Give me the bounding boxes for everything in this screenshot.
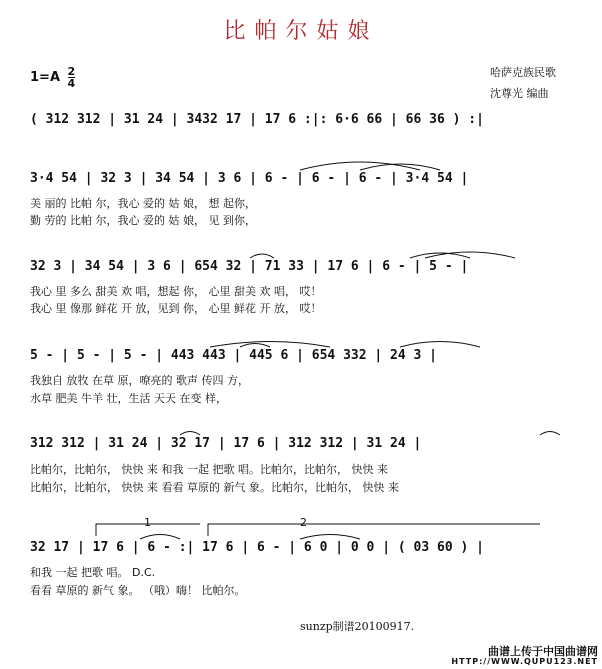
system-4-notes: 5 - | 5 - | 5 - | 443 443 | 445 6 | 654 332 | 24 3 | — [30, 348, 437, 363]
system-4-lyric-1: 我独自 放牧 在草 原，嘹亮的 歌声 传四 方， — [30, 374, 249, 387]
site-footer-url: HTTP://WWW.QUPU123.NET — [451, 657, 598, 666]
transcriber-credit: sunzp制谱20100917. — [300, 620, 415, 633]
system-6-lyric-2: 看看 草原的 新气 象。 （哦）嗨！ 比帕尔。 — [30, 584, 246, 597]
system-3-notes: 32 3 | 34 54 | 3 6 | 654 32 | 71 33 | 17 6 | 6 - | 5 - | — [30, 259, 469, 274]
system-4-lyric-2: 水草 肥美 牛羊 壮，生活 天天 在变 样， — [30, 392, 227, 405]
song-title: 比帕尔姑娘 — [223, 19, 379, 44]
arranger-label: 沈尊光 编曲 — [490, 87, 549, 100]
system-2-lyric-1: 美 丽的 比帕 尔，我心 爱的 姑 娘， 想 起你， — [30, 197, 256, 210]
volta-second-label: 2 — [300, 516, 307, 529]
system-6-notes: 32 17 | 17 6 | 6 - :| 17 6 | 6 - | 6 0 | 0 0 | ( 03 60 ) | — [30, 540, 484, 555]
time-bottom: 4 — [67, 77, 76, 90]
system-5-lyric-2: 比帕尔，比帕尔， 快快 来 看看 草原的 新气 象。比帕尔，比帕尔， 快快 来 — [30, 481, 399, 494]
system-5-notes: 312 312 | 31 24 | 32 17 | 17 6 | 312 312 | 31 24 | — [30, 436, 422, 451]
system-1-notes: ( 312 312 | 31 24 | 3432 17 | 17 6 :|: 6·6 66 | 66 36 ) :| — [30, 112, 484, 127]
time-top: 2 — [67, 65, 76, 78]
key-label: 1=A — [30, 70, 60, 85]
system-5-lyric-1: 比帕尔，比帕尔， 快快 来 和我 一起 把歌 唱。比帕尔，比帕尔， 快快 来 — [30, 463, 388, 476]
site-footer: 曲谱上传于中国曲谱网 — [488, 645, 598, 658]
system-6-lyric-1: 和我 一起 把歌 唱。 D.C. — [30, 566, 156, 579]
volta-first-label: 1 — [144, 516, 151, 529]
origin-label: 哈萨克族民歌 — [490, 66, 556, 79]
system-3-lyric-1: 我心 里 多么 甜美 欢 唱，想起 你， 心里 甜美 欢 唱， 哎！ — [30, 285, 322, 298]
system-2-lyric-2: 勤 劳的 比帕 尔，我心 爱的 姑 娘， 见 到你， — [30, 214, 256, 227]
system-2-notes: 3·4 54 | 32 3 | 34 54 | 3 6 | 6 - | 6 - | 6 - | 3·4 54 | — [30, 171, 469, 186]
system-3-lyric-2: 我心 里 像那 鲜花 开 放，见到 你， 心里 鲜花 开 放， 哎！ — [30, 302, 322, 315]
